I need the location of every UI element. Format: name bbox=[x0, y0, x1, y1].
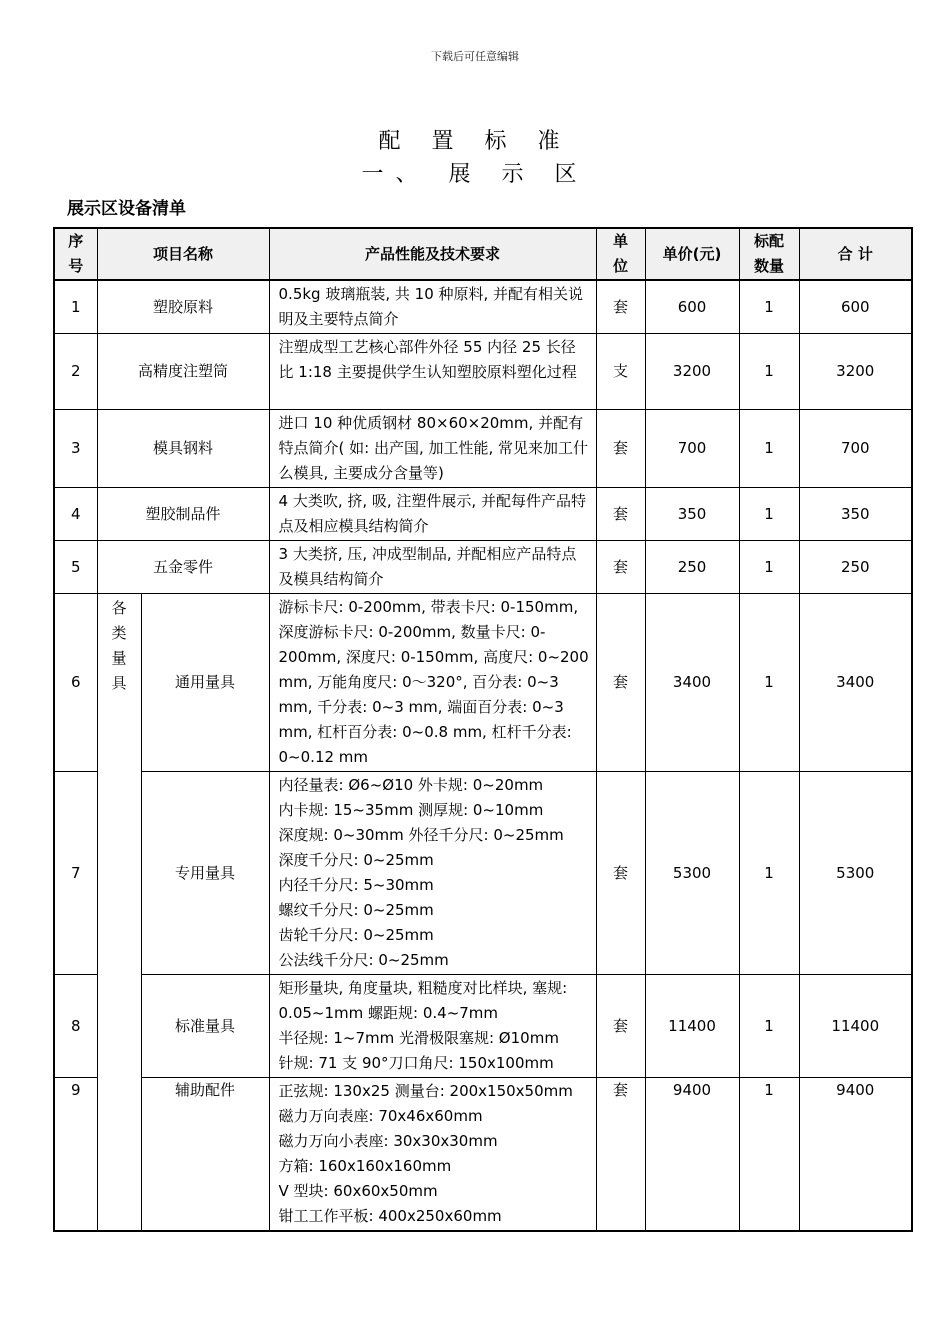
cell-spec: 注塑成型工艺核心部件外径 55 内径 25 长径比 1:18 主要提供学生认知塑胶原料塑化过程 bbox=[269, 334, 596, 410]
cell-total: 5300 bbox=[799, 772, 912, 975]
spec-line: 内卡规: 15~35mm 测厚规: 0~10mm bbox=[278, 801, 544, 819]
cell-unit: 套 bbox=[596, 280, 645, 334]
cell-price: 600 bbox=[645, 280, 739, 334]
cell-qty: 1 bbox=[739, 772, 799, 975]
cell-seq: 3 bbox=[54, 410, 97, 488]
cell-spec: 0.5kg 玻璃瓶装, 共 10 种原料, 并配有相关说明及主要特点简介 bbox=[269, 280, 596, 334]
spec-line: 钳工工作平板: 400x250x60mm bbox=[278, 1207, 502, 1225]
cell-unit: 支 bbox=[596, 334, 645, 410]
cell-spec: 3 大类挤, 压, 冲成型制品, 并配相应产品特点及模具结构简介 bbox=[269, 541, 596, 594]
cell-name: 塑胶原料 bbox=[97, 280, 269, 334]
col-header-qty: 标配数量 bbox=[739, 228, 799, 280]
col-header-price: 单价(元) bbox=[645, 228, 739, 280]
cell-price: 700 bbox=[645, 410, 739, 488]
cell-qty: 1 bbox=[739, 488, 799, 541]
cell-qty: 1 bbox=[739, 975, 799, 1078]
spec-line: 深度千分尺: 0~25mm bbox=[278, 851, 434, 869]
section-title: 一、 展 示 区 bbox=[361, 162, 589, 187]
spec-line: 深度规: 0~30mm 外径千分尺: 0~25mm bbox=[278, 826, 564, 844]
cell-price: 250 bbox=[645, 541, 739, 594]
spec-line: 公法线千分尺: 0~25mm bbox=[278, 951, 449, 969]
cell-price: 9400 bbox=[645, 1078, 739, 1232]
cell-total: 350 bbox=[799, 488, 912, 541]
cell-spec: 进口 10 种优质钢材 80×60×20mm, 并配有特点简介( 如: 出产国, 加工性能, 常见来加工什么模具, 主要成分含量等) bbox=[269, 410, 596, 488]
cell-unit: 套 bbox=[596, 410, 645, 488]
cell-spec bbox=[269, 975, 596, 1078]
col-header-seq: 序号 bbox=[54, 228, 97, 280]
table-row bbox=[54, 488, 912, 541]
cell-unit: 套 bbox=[596, 594, 645, 772]
spec-line: 内径千分尺: 5~30mm bbox=[278, 876, 434, 894]
cell-price: 350 bbox=[645, 488, 739, 541]
cell-name: 塑胶制品件 bbox=[97, 488, 269, 541]
cell-total: 3400 bbox=[799, 594, 912, 772]
cell-seq: 9 bbox=[54, 1078, 97, 1232]
cell-price: 3200 bbox=[645, 334, 739, 410]
col-header-spec: 产品性能及技术要求 bbox=[269, 228, 596, 280]
cell-qty: 1 bbox=[739, 334, 799, 410]
cell-name: 标准量具 bbox=[141, 975, 269, 1078]
table-row bbox=[54, 1078, 912, 1232]
cell-total: 9400 bbox=[799, 1078, 912, 1232]
table-row bbox=[54, 280, 912, 334]
table-title: 展示区设备清单 bbox=[67, 199, 186, 219]
cell-spec: 4 大类吹, 挤, 吸, 注塑件展示, 并配每件产品特点及相应模具结构简介 bbox=[269, 488, 596, 541]
cell-name: 辅助配件 bbox=[141, 1078, 269, 1232]
cell-name: 五金零件 bbox=[97, 541, 269, 594]
cell-total: 700 bbox=[799, 410, 912, 488]
cell-qty: 1 bbox=[739, 1078, 799, 1232]
cell-price: 5300 bbox=[645, 772, 739, 975]
cell-seq: 2 bbox=[54, 334, 97, 410]
table-row bbox=[54, 410, 912, 488]
category-gauges: 各类量具 bbox=[97, 594, 141, 1232]
col-header-total: 合 计 bbox=[799, 228, 912, 280]
cell-seq: 1 bbox=[54, 280, 97, 334]
spec-line: 磁力万向表座: 70x46x60mm bbox=[278, 1107, 483, 1125]
table-row bbox=[54, 975, 912, 1078]
cell-spec bbox=[269, 772, 596, 975]
cell-unit: 套 bbox=[596, 541, 645, 594]
cell-qty: 1 bbox=[739, 541, 799, 594]
col-header-name: 项目名称 bbox=[97, 228, 269, 280]
table-row bbox=[54, 334, 912, 410]
equipment-table bbox=[53, 227, 913, 1232]
cell-total: 3200 bbox=[799, 334, 912, 410]
spec-line: 磁力万向小表座: 30x30x30mm bbox=[278, 1132, 498, 1150]
cell-seq: 6 bbox=[54, 594, 97, 772]
page-header-note: 下载后可任意编辑 bbox=[431, 50, 519, 63]
spec-line: 方箱: 160x160x160mm bbox=[278, 1157, 452, 1175]
table-row bbox=[54, 594, 912, 772]
cell-name: 专用量具 bbox=[141, 772, 269, 975]
cell-price: 11400 bbox=[645, 975, 739, 1078]
cell-unit: 套 bbox=[596, 488, 645, 541]
cell-seq: 5 bbox=[54, 541, 97, 594]
cell-price: 3400 bbox=[645, 594, 739, 772]
cell-spec: 游标卡尺: 0-200mm, 带表卡尺: 0-150mm, 深度游标卡尺: 0-200mm, 数量卡尺: 0-200mm, 深度尺: 0-150mm, 高度尺: 0~200 mm, 万能角度尺: 0～320°, 百分表: 0~3 mm, 千分表: 0~3 mm, 端面百分表: 0~3 mm, 杠杆百分表: 0~0.8 mm, 杠杆千分表: 0~0.12 mm bbox=[269, 594, 596, 772]
cell-name: 高精度注塑筒 bbox=[97, 334, 269, 410]
col-header-unit: 单位 bbox=[596, 228, 645, 280]
cell-unit: 套 bbox=[596, 1078, 645, 1232]
cell-qty: 1 bbox=[739, 280, 799, 334]
cell-seq: 4 bbox=[54, 488, 97, 541]
document-title: 配 置 标 准 bbox=[378, 129, 572, 154]
cell-unit: 套 bbox=[596, 975, 645, 1078]
spec-line: V 型块: 60x60x50mm bbox=[278, 1182, 438, 1200]
spec-line: 内径量表: Ø6~Ø10 外卡规: 0~20mm bbox=[278, 776, 544, 794]
cell-spec bbox=[269, 1078, 596, 1232]
table-row bbox=[54, 541, 912, 594]
table-header-row bbox=[54, 228, 912, 280]
spec-line: 矩形量块, 角度量块, 粗糙度对比样块, 塞规: 0.05~1mm 螺距规: 0.4~7mm bbox=[278, 979, 568, 1022]
spec-line: 齿轮千分尺: 0~25mm bbox=[278, 926, 434, 944]
cell-seq: 8 bbox=[54, 975, 97, 1078]
cell-name: 模具钢料 bbox=[97, 410, 269, 488]
cell-name: 通用量具 bbox=[141, 594, 269, 772]
spec-line: 螺纹千分尺: 0~25mm bbox=[278, 901, 434, 919]
cell-total: 600 bbox=[799, 280, 912, 334]
cell-qty: 1 bbox=[739, 410, 799, 488]
cell-unit: 套 bbox=[596, 772, 645, 975]
cell-total: 11400 bbox=[799, 975, 912, 1078]
table-row bbox=[54, 772, 912, 975]
spec-line: 正弦规: 130x25 测量台: 200x150x50mm bbox=[278, 1082, 573, 1100]
spec-line: 针规: 71 支 90°刀口角尺: 150x100mm bbox=[278, 1054, 554, 1072]
cell-qty: 1 bbox=[739, 594, 799, 772]
spec-line: 半径规: 1~7mm 光滑极限塞规: Ø10mm bbox=[278, 1029, 559, 1047]
cell-total: 250 bbox=[799, 541, 912, 594]
cell-seq: 7 bbox=[54, 772, 97, 975]
